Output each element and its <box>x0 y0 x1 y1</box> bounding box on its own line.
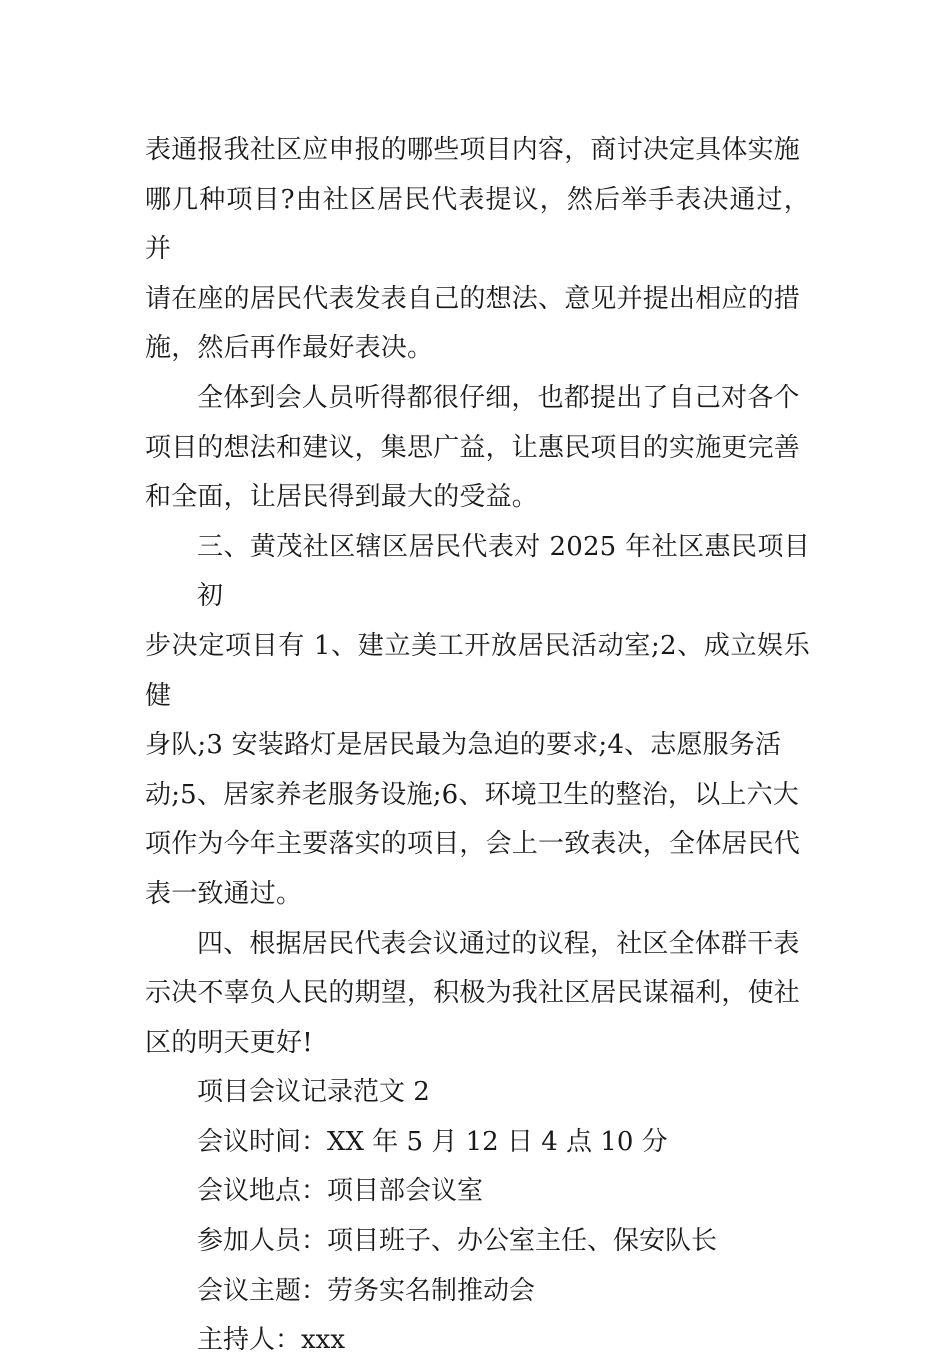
text-line: 表一致通过。 <box>145 878 303 909</box>
text-line: 项作为今年主要落实的项目，会上一致表决，全体居民代 <box>145 829 801 860</box>
text-line: 四、根据居民代表会议通过的议程，社区全体群干表 <box>197 928 800 959</box>
meeting-host: 主持人：xxx <box>197 1325 345 1356</box>
text-line: 示决不辜负人民的期望，积极为我社区居民谋福利，使社 <box>145 978 801 1009</box>
document-body <box>145 126 810 1366</box>
text-line: 动;5、居家养老服务设施;6、环境卫生的整治，以上六大 <box>145 779 800 810</box>
meeting-attendees: 参加人员：项目班子、办公室主任、保安队长 <box>197 1226 718 1257</box>
text-line: 施，然后再作最好表决。 <box>145 333 434 364</box>
text-line: 区的明天更好! <box>145 1027 313 1058</box>
text-line: 三、黄茂社区辖区居民代表对 2025 年社区惠民项目初 <box>197 531 810 612</box>
text-line: 全体到会人员听得都很仔细，也都提出了自己对各个 <box>197 382 800 413</box>
text-line: 步决定项目有 1、建立美工开放居民活动室;2、成立娱乐健 <box>145 630 810 711</box>
paragraph-2 <box>145 374 810 523</box>
paragraph-1 <box>145 126 810 374</box>
text-line: 表通报我社区应申报的哪些项目内容，商讨决定具体实施 <box>145 135 801 165</box>
paragraph-3 <box>145 523 810 920</box>
text-line: 请在座的居民代表发表自己的想法、意见并提出相应的措 <box>145 283 801 314</box>
section-title: 项目会议记录范文 2 <box>197 1077 430 1108</box>
meeting-topic: 会议主题：劳务实名制推动会 <box>197 1275 536 1306</box>
meeting-place: 会议地点：项目部会议室 <box>197 1176 484 1207</box>
text-line: 哪几种项目?由社区居民代表提议，然后举手表决通过，并 <box>145 184 810 265</box>
text-line: 身队;3 安装路灯是居民最为急迫的要求;4、志愿服务活 <box>145 730 782 761</box>
text-line: 和全面，让居民得到最大的受益。 <box>145 482 539 513</box>
paragraph-4 <box>145 920 810 1069</box>
meeting-time: 会议时间：XX 年 5 月 12 日 4 点 10 分 <box>197 1126 668 1157</box>
text-line: 项目的想法和建议，集思广益，让惠民项目的实施更完善 <box>145 432 801 463</box>
